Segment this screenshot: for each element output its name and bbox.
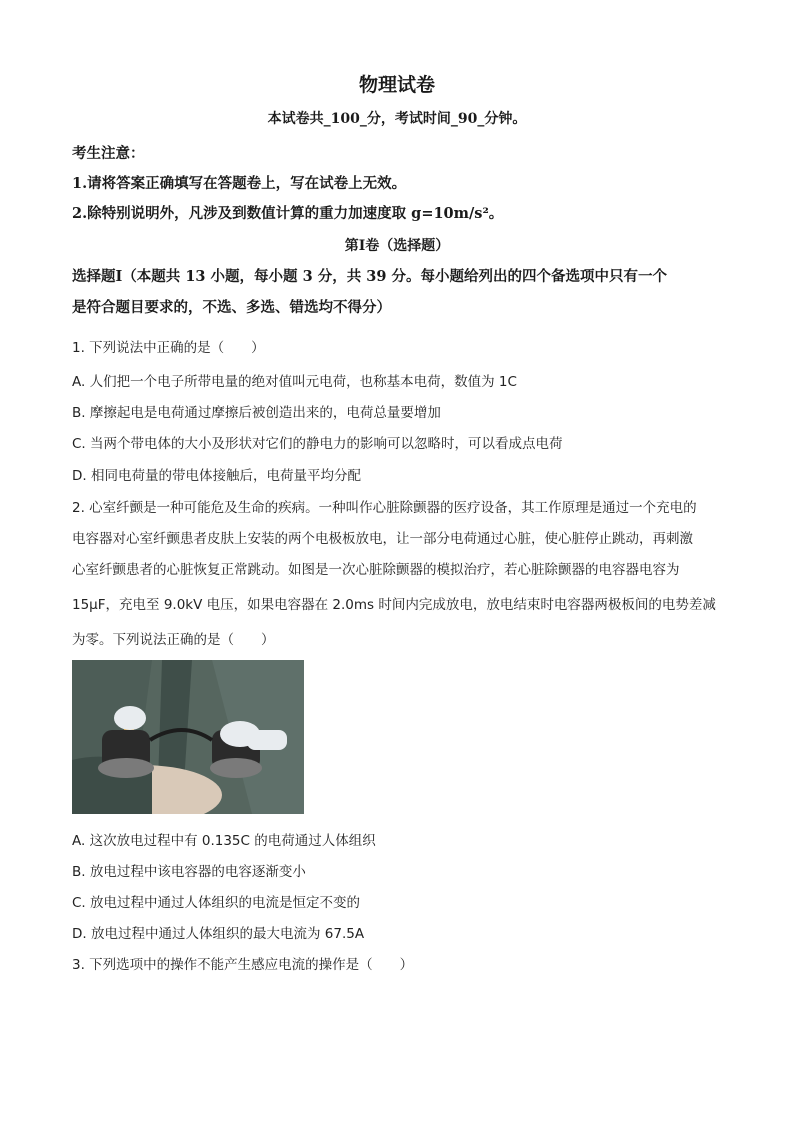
notice-item-1: 1.请将答案正确填写在答题卷上，写在试卷上无效。 [72, 175, 407, 192]
notice-item-2: 2.除特别说明外，凡涉及到数值计算的重力加速度取 g=10m/s²。 [72, 205, 504, 222]
page-title: 物理试卷 [358, 74, 435, 96]
question-2-option-c: C. 放电过程中通过人体组织的电流是恒定不变的 [72, 895, 361, 911]
question-2-option-d: D. 放电过程中通过人体组织的最大电流为 67.5A [72, 926, 365, 942]
page-subtitle: 本试卷共_100_分，考试时间_90_分钟。 [267, 111, 527, 127]
left-glove [114, 706, 146, 730]
question-3-stem: 3. 下列选项中的操作不能产生感应电流的操作是（ ） [72, 957, 414, 973]
section-instructions-line-1: 选择题Ⅰ（本题共 13 小题，每小题 3 分，共 39 分。每小题给列出的四个备选项中只有一个 [72, 268, 668, 285]
section-title: 第Ⅰ卷（选择题） [344, 238, 450, 254]
question-1-option-d: D. 相同电荷量的带电体接触后，电荷量平均分配 [72, 468, 361, 484]
question-2-stem-line-5: 为零。下列说法正确的是（ ） [72, 632, 275, 648]
question-2-option-a: A. 这次放电过程中有 0.135C 的电荷通过人体组织 [72, 833, 376, 849]
question-2-stem-line-2: 电容器对心室纤颤患者皮肤上安装的两个电极板放电，让一部分电荷通过心脏，使心脏停止跳动，再刺激 [72, 531, 693, 547]
question-1-option-a: A. 人们把一个电子所带电量的绝对值叫元电荷，也称基本电荷，数值为 1C [72, 374, 517, 390]
question-1-option-b: B. 摩擦起电是电荷通过摩擦后被创造出来的，电荷总量要增加 [72, 405, 441, 421]
question-2-stem-line-4: 15μF，充电至 9.0kV 电压，如果电容器在 2.0ms 时间内完成放电，放电结束时电容器两极板间的电势差减 [72, 597, 716, 613]
section-instructions-line-2: 是符合题目要求的，不选、多选、错选均不得分） [72, 299, 391, 316]
question-2-option-b: B. 放电过程中该电容器的电容逐渐变小 [72, 864, 306, 880]
question-1-stem: 1. 下列说法中正确的是（ ） [72, 340, 265, 356]
defibrillator-photo [72, 660, 304, 814]
question-2-stem-line-3: 心室纤颤患者的心脏恢复正常跳动。如图是一次心脏除颤器的模拟治疗，若心脏除颤器的电容器电容为 [72, 562, 680, 578]
question-2-stem-line-1: 2. 心室纤颤是一种可能危及生命的疾病。一种叫作心脏除颤器的医疗设备，其工作原理是通过一个充电的 [72, 500, 697, 516]
question-1-option-c: C. 当两个带电体的大小及形状对它们的静电力的影响可以忽略时，可以看成点电荷 [72, 436, 563, 452]
notice-heading: 考生注意： [72, 145, 145, 162]
